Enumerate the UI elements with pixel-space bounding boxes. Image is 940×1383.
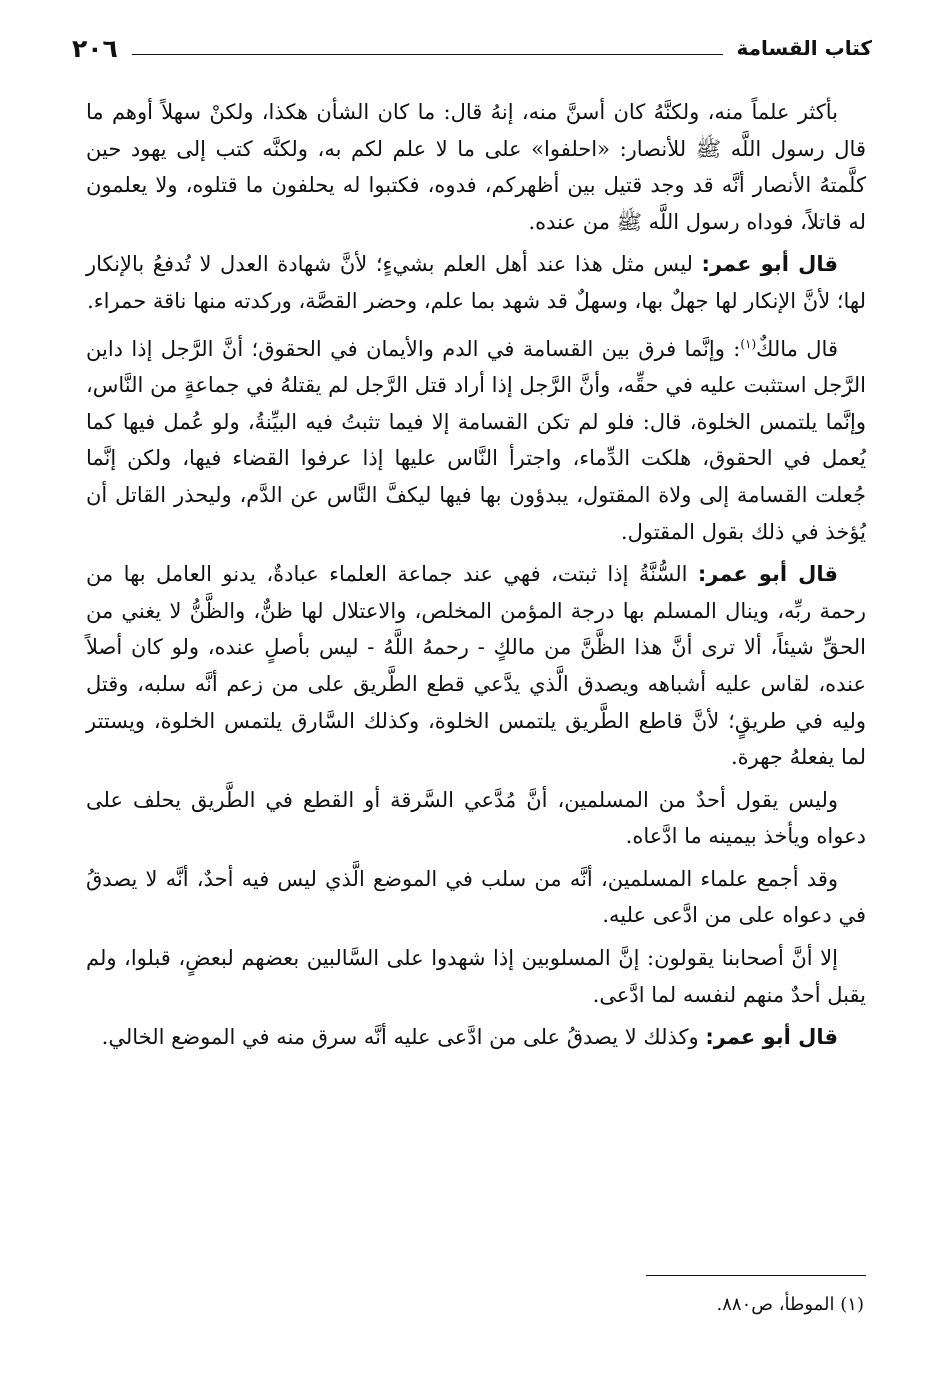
- page-header: [72, 28, 872, 68]
- paragraph-text: ليس مثل هذا عند أهل العلم بشيءٍ؛ لأنَّ شهادة العدل لا تُدفعُ بالإنكار لها؛ لأنَّ الإنكار لها جهلٌ بها، وسهلٌ قد شهد بما علم، وحضر القصَّة، وركدته منها ناقة حمراء.: [86, 252, 866, 313]
- paragraph-text: وكذلك لا يصدقُ على من ادَّعى عليه أنَّه سرق منه في الموضع الخالي.: [101, 1025, 699, 1050]
- paragraph-text-continued: : وإنَّما فرق بين القسامة في الدم والأيمان في الحقوق؛ أنَّ الرَّجل إذا داين الرَّجل استثبت عليه في حقِّه، وأنَّ الرَّجل إذا أراد قتل الرَّجل لم يقتلهُ في جماعةٍ من النَّاس، وإنَّما يلتمس الخلوة، قال: فلو لم تكن القسامة إلا فيما تثبتُ فيه البيِّنةُ، ولو عُمل فيها كما يُعمل في الحقوق، هلكت الدِّماء، واجترأ النَّاس عليها إذا عرفوا القضاء فيها، ولكن إنَّما جُعلت القسامة إلى ولاة المقتول، يبدؤون بها فيها ليكفَّ النَّاس عن الدَّم، وليحذر القاتل أن يُؤخذ في ذلك بقول المقتول.: [86, 336, 866, 544]
- paragraph-text: السُّنَّةُ إذا ثبتت، فهي عند جماعة العلماء عبادةٌ، يدنو العامل بها من رحمة ربِّه، وينال المسلم بها درجة المؤمن المخلص، والاعتلال لها ظنٌّ، والظَّنُّ لا يغني من الحقِّ شيئاً، ألا ترى أنَّ هذا الظَّنَّ من مالكٍ - رحمهُ اللَّهُ - ليس بأصلٍ عنده، ولو كان أصلاً عنده، لقاس عليه أشباهه ويصدق الَّذي يدَّعي قطع الطَّريق على من زعم أنَّه سلبه، وقتل وليه في طريقٍ؛ لأنَّ قاطع الطَّريق يلتمس الخلوة، وكذلك السَّارق يلتمس الخلوة، ويستتر لما يفعلهُ جهرة.: [86, 562, 866, 770]
- speaker-label: قال أبو عمر:: [705, 1025, 838, 1050]
- chapter-title: كتاب القسامة: [736, 36, 872, 60]
- paragraph-text: قال مالكٌ: [756, 336, 838, 361]
- paragraph: [86, 782, 866, 855]
- footnote-ref[interactable]: (١): [740, 336, 757, 351]
- paragraph-text: إلا أنَّ أصحابنا يقولون: إنَّ المسلوبين إذا شهدوا على السَّالبين بعضهم لبعضٍ، قبلوا، ولم يقبل أحدٌ منهم لنفسه لما ادَّعى.: [86, 946, 866, 1007]
- footnote: [84, 1290, 864, 1320]
- paragraph: [86, 94, 866, 240]
- footnote-separator: [646, 1275, 866, 1276]
- paragraph: [86, 861, 866, 934]
- paragraph: [86, 556, 866, 776]
- paragraph-text: وقد أجمع علماء المسلمين، أنَّه من سلب في الموضع الَّذي ليس فيه أحدٌ، أنَّه لا يصدقُ في دعواه على من ادَّعى عليه.: [86, 866, 866, 928]
- paragraph: [86, 246, 866, 319]
- speaker-label: قال أبو عمر:: [701, 252, 838, 277]
- paragraph-text: وليس يقول أحدٌ من المسلمين، أنَّ مُدَّعي السَّرقة أو القطع في الطَّريق يحلف على دعواه ويأخذ بيمينه ما ادَّعاه.: [86, 787, 866, 849]
- paragraph: [86, 1019, 866, 1056]
- paragraph: [86, 326, 866, 551]
- header-rule: [132, 54, 723, 55]
- speaker-label: قال أبو عمر:: [697, 562, 838, 587]
- footnote-text: (١) الموطأ، ص٨٨٠.: [716, 1294, 864, 1315]
- page-number: ٢٠٦: [72, 33, 118, 63]
- paragraph: [86, 940, 866, 1013]
- paragraph-text: بأكثر علماً منه، ولكنَّهُ كان أسنَّ منه، إنهُ قال: ما كان الشأن هكذا، ولكنْ سهلاً أوهم ما قال رسول اللَّه ﷺ للأنصار: «احلفوا» على ما لا علم لكم به، ولكنَّه كتب إلى يهود حين كلَّمتهُ الأنصار أنَّه قد وجد قتيل بين أظهركم، فدوه، فكتبوا له يحلفون ما قتلوه، ولا يعلمون له قاتلاً، فوداه رسول اللَّه ﷺ من عنده.: [86, 100, 866, 234]
- body-text: [86, 94, 866, 1062]
